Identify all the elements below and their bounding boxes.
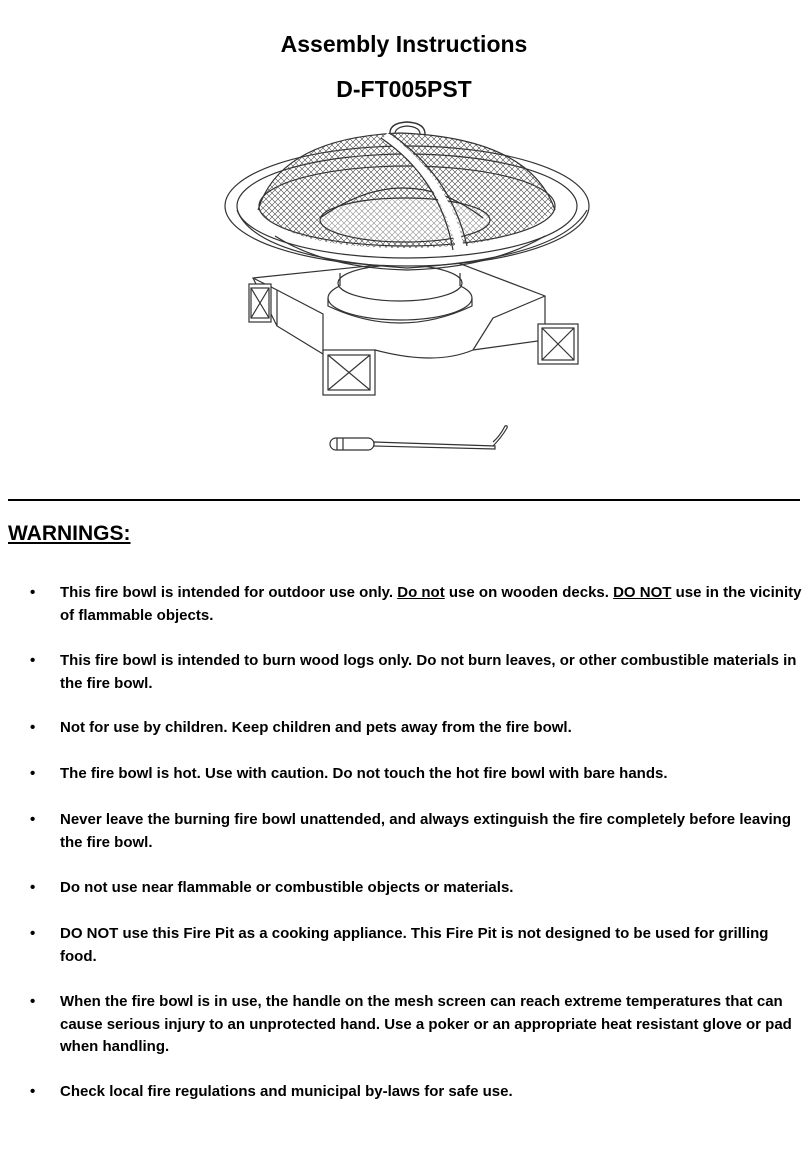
bullet-icon: •	[30, 765, 36, 782]
warning-text: The fire bowl is hot. Use with caution. Do not touch the hot fire bowl with bare hands.	[60, 765, 668, 782]
warning-text: Never leave the burning fire bowl unattended, and always extinguish the fire completely before leaving the fire bowl.	[60, 811, 792, 851]
model-number: D-FT005PST	[336, 76, 472, 102]
bullet-icon: •	[30, 584, 36, 601]
mesh-screen	[255, 122, 560, 253]
poker-tool	[330, 426, 507, 450]
warnings-heading: WARNINGS:	[8, 522, 131, 545]
bullet-icon: •	[30, 811, 36, 828]
bullet-icon: •	[30, 879, 36, 896]
bullet-icon: •	[30, 1083, 36, 1100]
bullet-icon: •	[30, 719, 36, 736]
bullet-icon: •	[30, 925, 36, 942]
page-title: Assembly Instructions	[280, 31, 528, 57]
section-divider	[8, 499, 800, 501]
warning-text: Check local fire regulations and municipal by-laws for safe use.	[60, 1083, 513, 1100]
warning-text: DO NOT use this Fire Pit as a cooking appliance. This Fire Pit is not designed to be used for grilling food.	[60, 925, 769, 965]
bullet-icon: •	[30, 652, 36, 669]
base-stand	[249, 258, 578, 395]
fire-pit-illustration	[215, 118, 605, 468]
warning-text: This fire bowl is intended to burn wood logs only. Do not burn leaves, or other combustible materials in the fire bowl.	[60, 652, 797, 692]
warning-text: When the fire bowl is in use, the handle on the mesh screen can reach extreme temperatures that can cause serious injury to an unprotected hand. Use a poker or an appropriate heat resistant glove or pad when handling.	[60, 993, 792, 1055]
warning-text: Do not use near flammable or combustible objects or materials.	[60, 879, 514, 896]
warning-text: This fire bowl is intended for outdoor use only. Do not use on wooden decks. DO NOT use in the vicinity of flammable objects.	[60, 584, 802, 624]
warning-text: Not for use by children. Keep children and pets away from the fire bowl.	[60, 719, 572, 736]
bullet-icon: •	[30, 993, 36, 1010]
